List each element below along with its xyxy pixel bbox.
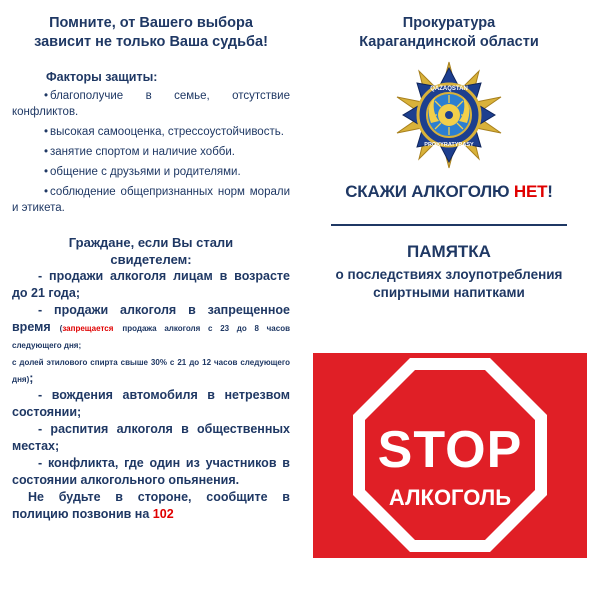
witness-item xyxy=(12,421,290,455)
slogan xyxy=(310,182,588,202)
memo-subtitle-line-1: о последствиях злоупотребления xyxy=(335,267,563,282)
bullet-icon: • xyxy=(44,90,49,102)
prohibited-word: запрещается xyxy=(62,324,114,333)
left-title-line-2: зависит не только Ваша судьба! xyxy=(34,34,268,50)
factors-heading: Факторы защиты: xyxy=(46,70,158,84)
left-column xyxy=(12,14,290,523)
witness-heading-line-1: Граждане, если Вы стали xyxy=(68,235,234,250)
agency-name xyxy=(310,14,588,52)
witness-item-text: - вождения автомобиля в нетрезвом состоянии; xyxy=(12,388,290,419)
factor-text: благополучие в семье, отсутствие конфликтов. xyxy=(12,90,290,118)
memo-subtitle-line-2: спиртными напитками xyxy=(373,285,525,300)
stop-sign-alcohol-word: АЛКОГОЛЬ xyxy=(388,485,512,510)
memo-subtitle xyxy=(310,266,588,302)
bullet-icon: • xyxy=(44,126,49,138)
small-paren: ( xyxy=(59,324,63,333)
prosecutor-emblem-icon xyxy=(394,60,504,170)
witness-item xyxy=(12,387,290,421)
stop-sign-word: STOP xyxy=(377,421,523,479)
divider xyxy=(331,224,567,226)
witness-list xyxy=(12,268,290,489)
memo-title: ПАМЯТКА xyxy=(407,242,491,261)
stop-sign-icon xyxy=(313,353,587,558)
factor-text: занятие спортом и наличие хобби. xyxy=(50,146,235,158)
witness-item-text: - конфликта, где один из участников в состоянии алкогольного опьянения. xyxy=(12,456,290,487)
time-restriction-note-2: с долей этилового спирта свыше 30% с 21 до 12 часов следующего дня) xyxy=(12,358,290,384)
factors-list xyxy=(12,88,290,216)
witness-item-time xyxy=(12,302,290,387)
witness-item-text: - распития алкоголя в общественных местах; xyxy=(12,422,290,453)
stop-alcohol-banner xyxy=(313,353,587,558)
witness-item xyxy=(12,268,290,302)
call-to-action xyxy=(12,489,290,523)
bullet-icon: • xyxy=(44,146,49,158)
slogan-end: ! xyxy=(547,182,553,201)
factor-item xyxy=(12,144,290,160)
factor-item xyxy=(12,88,290,120)
factor-text: высокая самооценка, стрессоустойчивость. xyxy=(50,126,284,138)
left-title-line-1: Помните, от Вашего выбора xyxy=(49,15,253,31)
bullet-icon: • xyxy=(44,186,49,198)
agency-name-line-1: Прокуратура xyxy=(402,15,496,31)
witness-item-end: ; xyxy=(29,371,34,385)
emblem-bottom-text: PROKYRATYRASY xyxy=(424,142,474,148)
emblem-top-text: QAZAQSTAN xyxy=(430,86,468,92)
witness-item-text: - продажи алкоголя в запрещенное время xyxy=(12,303,290,334)
time-restriction-note: продажа алкоголя с 23 до 8 часов следующего дня; xyxy=(12,324,291,350)
factor-item xyxy=(12,164,290,180)
left-title xyxy=(12,14,290,52)
witness-item xyxy=(12,455,290,489)
right-column xyxy=(310,14,588,302)
slogan-main: СКАЖИ АЛКОГОЛЮ xyxy=(345,182,510,201)
slogan-red-word: НЕТ xyxy=(513,182,548,201)
factor-text: соблюдение общепризнанных норм морали и этикета. xyxy=(12,186,290,214)
police-phone-number: 102 xyxy=(152,507,174,521)
witness-heading-line-2: свидетелем: xyxy=(110,252,192,267)
factor-item xyxy=(12,184,290,216)
agency-name-line-2: Карагандинской области xyxy=(359,34,539,50)
witness-item-text: - продажи алкоголя лицам в возрасте до 21 года; xyxy=(12,269,290,300)
factor-text: общение с друзьями и родителями. xyxy=(50,166,241,178)
factor-item xyxy=(12,124,290,140)
witness-heading xyxy=(12,234,290,268)
call-to-action-text: Не будьте в стороне, сообщите в полицию позвонив на xyxy=(12,490,290,521)
bullet-icon: • xyxy=(44,166,49,178)
